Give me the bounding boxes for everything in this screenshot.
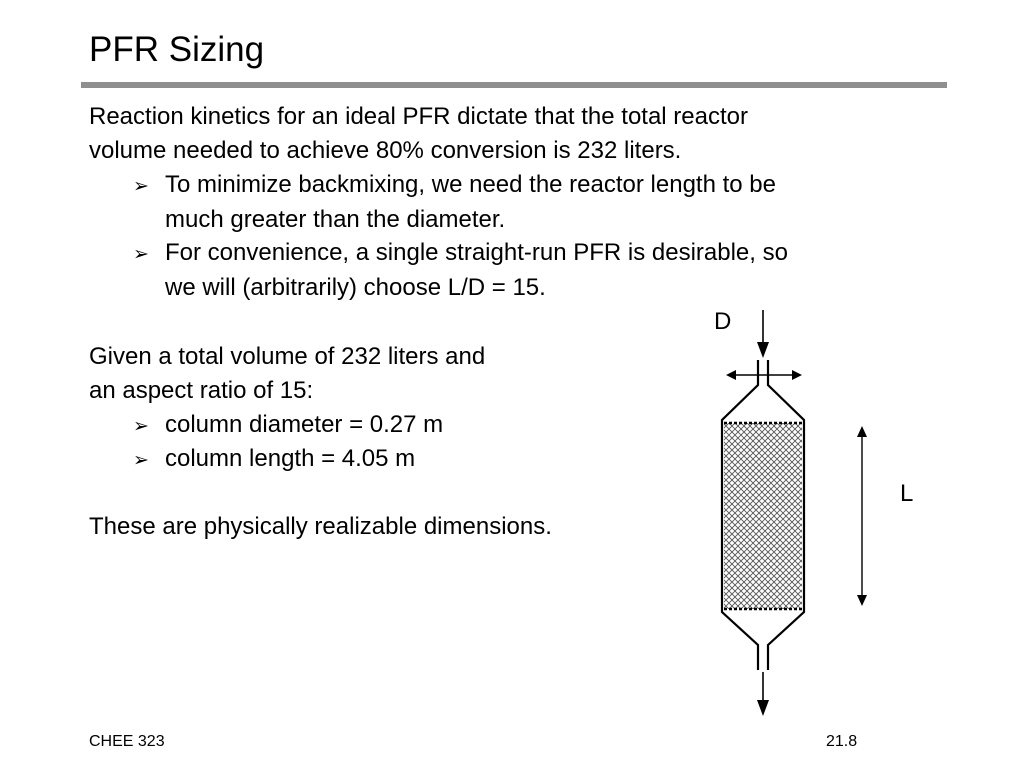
bullet-convenience-line-1: For convenience, a single straight-run PFR is desirable, so <box>165 239 788 266</box>
outlet-arrow-icon <box>757 672 769 716</box>
footer-course: CHEE 323 <box>89 733 165 750</box>
arrow-bullet-icon: ➢ <box>133 415 149 437</box>
bullet-diameter-text: column diameter = 0.27 m <box>165 411 444 438</box>
arrow-bullet-icon: ➢ <box>133 175 149 197</box>
catalyst-packing <box>724 423 802 609</box>
length-label: L <box>900 480 914 507</box>
reactor-vessel <box>722 360 804 670</box>
bullet-length-text: column length = 4.05 m <box>165 445 416 472</box>
length-arrow-icon <box>857 426 867 606</box>
given-line-1: Given a total volume of 232 liters and <box>89 343 486 370</box>
diameter-arrow-icon <box>726 370 802 380</box>
slide-title: PFR Sizing <box>89 30 265 69</box>
arrow-bullet-icon: ➢ <box>133 243 149 265</box>
arrow-bullet-icon: ➢ <box>133 449 149 471</box>
bullet-backmixing-line-2: much greater than the diameter. <box>165 206 506 233</box>
inlet-arrow-icon <box>757 310 769 358</box>
intro-line-2: volume needed to achieve 80% conversion is 232 liters. <box>89 137 682 164</box>
intro-line-1: Reaction kinetics for an ideal PFR dictate that the total reactor <box>89 103 749 130</box>
bullet-backmixing-line-1: To minimize backmixing, we need the reactor length to be <box>165 171 776 198</box>
diameter-label: D <box>714 308 732 335</box>
footer-page-number: 21.8 <box>826 733 858 750</box>
bullet-convenience-line-2: we will (arbitrarily) choose L/D = 15. <box>165 274 546 301</box>
given-line-2: an aspect ratio of 15: <box>89 377 314 404</box>
conclusion-text: These are physically realizable dimensions. <box>89 513 552 540</box>
